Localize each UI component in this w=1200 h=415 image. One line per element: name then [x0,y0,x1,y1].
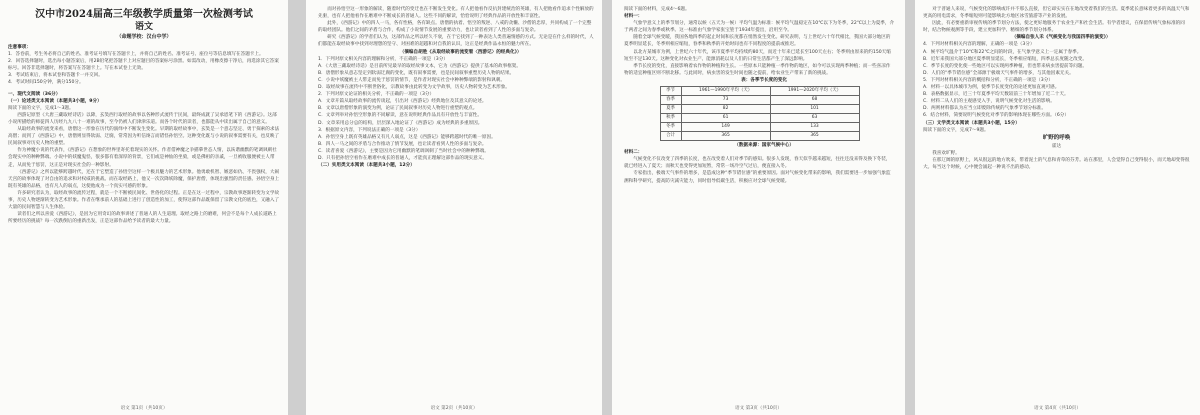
question-line: 5．下列对材料相关内容的概括和分析，不正确的一项是（3分） [923,77,1053,83]
page-footer: 语文 第1页（共10页） [120,405,168,411]
subject-title: 语文 [134,22,153,32]
exam-page-3 [612,0,905,415]
question-option: B．文章以唐僧形象的演变为例，论证了民间叙事对历史人物进行重塑的观点。 [318,106,478,112]
season-length-table [660,86,860,141]
essay-author: 霍达 [1051,143,1062,149]
table-cell: 秋季 [660,114,681,123]
material-label: 材料一： [624,14,643,20]
reading-intro: 阅读下面的文字，完成1～3题。 [8,105,74,111]
page-4-content [923,6,1190,403]
page-footer: 语文 第2页（共10页） [430,405,478,411]
table-cell: 82 [681,105,770,114]
passage-paragraph: 季节长度的变化，直接影响着农作物的种植和生长。一些原本只能种植一季作物的地区，如今可以实现两季种植；而一些喜凉作物的适宜种植区则不断北移。与此同时，病虫害的发生时间也随之提前，给农业生产带来了新的挑战。 [624,63,891,76]
material-label: 材料二： [624,150,643,156]
page-2-content [318,6,594,403]
question-option: D．人们的“季节错位感”全部源于极端天气事件的增多，与其他因素无关。 [923,70,1074,76]
subsection-heading: （一）论述类文本阅读（本题共3小题，9分） [8,98,102,104]
question-option: A．《大唐三藏取经诗话》是目前所见最早的取经故事文本，它为《西游记》提供了基本的故事框架。 [318,63,521,69]
passage-paragraph: 随着全球气候变暖，我国各地四季的起止时间和长度都在悄然发生变化。研究表明，与上世纪六十年代相比，我国大部分地区的夏季明显延长，冬季则相应缩短，春季和秋季的开始时间也有不同程度的提前或推迟。 [624,35,891,48]
essay-title: 旷野的呼唤 [1042,134,1071,141]
table-row [660,96,859,105]
question-option: B．近年来我国大部分地区夏季明显延长，冬季相应缩短，四季总长度随之改变。 [923,56,1087,62]
table-cell: 合计 [660,132,681,141]
section-heading: 一、现代文阅读（36分） [8,91,61,97]
question-option: A．材料一以具体城市为例，使季节长度变化的论述更加直观可感。 [923,85,1060,91]
question-option: D．取经故事在流传中不断世俗化，宗教故事由此转变为文学故事，历史人物转变为艺术形象。 [318,85,510,91]
passage-paragraph: 西游记原型《大唐三藏取经诗话》以降，玄奘西行取经的故事以各种形式流传于民间，最终成就了吴承恩笔下的《西游记》。这部小说所描绘的师徒四人历经九九八十一难的故事，至今仍被人们津津乐道。而各个时代的读者，也都能从中读出属于自己的意义。 [8,112,277,125]
table-cell: 68 [770,96,859,105]
note-item: 3．考试结束后，将本试卷和答题卡一并交回。 [8,73,103,79]
passage-paragraph: 《西游记》之所以能够跨越时代，还在于它塑造了孙悟空这样一个极具魅力的艺术形象。他勇敢机智、嫉恶如仇、不畏强权，大闹天宫的故事体现了对自由的追求和对权威的挑战。而在取经路上，他又一次次降妖除魔，保护唐僧，体现出强烈的责任感。孙悟空身上既有英雄的品格，也有凡人的弱点，这使他成为一个真实可感的形象。 [8,169,280,189]
table-cell: 春季 [660,96,681,105]
note-item: 2．回答选择题时，选出每小题答案后，用2B铅笔把答题卡上对应题目的答案标号涂黑。如需改动，用橡皮擦干净后，再选涂其它答案标号。回答非选择题时，将答案写在答题卡上。写在本试卷上无效。 [8,59,279,72]
question-line: 3．根据原文内容，下列说法正确的一项是（3分） [318,127,421,133]
question-option: C．季节长度的变化使一些地区可以实现两季种植，但也带来病虫害提前等问题。 [923,63,1087,69]
question-option: A．孙悟空身上既有英雄品格又有凡人弱点，这是《西游记》能够跨越时代的唯一原因。 [318,134,496,140]
question-option: C．文章列举对孙悟空形象的不同解读，意在说明经典作品具有开放性与丰富性。 [318,113,482,119]
question-option: C．小说中妖魔被主人带走而免于惩罚的情节，是作者对现实社会中种种弊端的影射和讽刺。 [318,77,505,83]
passage-paragraph: 气候变化不仅改变了四季的长度，也在改变着人们对季节的感知。很多人发现，春天似乎越来越短，往往还没来得及换下冬装，就已经进入了夏天；而秋天也变得更加短暂，常常一场冷空气过后，便直接入冬。 [624,157,891,170]
passage-paragraph: 此外，《西游记》中的四人一马，各有性格，各有缺点。唐僧的执着、悟空的叛逆、八戒的贪懒、沙僧的忠厚，共同构成了一个完整的取经团队。他们之间的矛盾与合作，构成了小说情节发展的重要动力，也让读者看到了人性的多面与复杂。 [318,21,592,34]
question-option: C．材料二从人们的主观感受入手，说明气候变化对生活的影响。 [923,99,1055,105]
page-footer: 语文 第4页（共10页） [1034,405,1081,411]
question-option: D．两则材料都认为应当立即废除传统的气象季节划分标准。 [923,106,1046,112]
question-option: A．文章开篇从取经故事的流传谈起，引出对《西游记》经典地位及其意义的论述。 [318,99,487,105]
passage-paragraph: 专家指出，极端天气事件的增多，是造成这种“季节错位感”的重要原因。面对气候变化带来的影响，我们需要进一步加强气象监测和科学研究，提高防灾减灾能力，同时倡导低碳生活，积极应对全球气候变暖。 [624,171,891,184]
table-row [660,105,859,114]
table-header-cell: 1961—1990年平均（天） [681,87,770,96]
page-footer: 语文 第3页（共10页） [735,405,782,411]
table-cell: 夏季 [660,105,681,114]
question-option: B．四人一马之间的矛盾与合作推动了情节发展，也让读者看到人性的多面与复杂。 [318,141,487,147]
exam-title: 汉中市2024届高三年级教学质量第一次检测考试 [35,9,253,20]
question-line: 2．下列对原文论证的相关分析，不正确的一项是（3分） [318,92,435,98]
table-source: （数据来源：国家气候中心） [734,143,794,149]
passage-paragraph: 读者们之所以喜爱《西游记》，是因为它用奇幻的故事讲述了普通人的人生道理。取经之路上的磨难，何尝不是每个人成长道路上所要经历的挑战？每一次跌倒后的重新出发，正是这部作品给予读者的最大力量。 [8,212,277,225]
passage-paragraph: 气象学意义上的季节划分，通常以候（五天为一候）平均气温为标准：候平均气温稳定在10℃以下为冬季，22℃以上为夏季，介于两者之间为春季或秋季。这一标准由气象学家张宝堃于1934年提出，沿用至今。 [624,21,895,34]
passage-paragraph: 作为神魔小说的代表作，《西游记》在想象的世界里寄托着现实的关怀。作者借神魔之争描摹世态人情，以诙谐幽默的笔调讽刺社会现实中的种种弊端。小说中的妖魔鬼怪，很多都有着深厚的背景，它们或是神仙的坐骑，或是佛祖的亲戚，一旦被收服便被主人带走，从而免于惩罚，这正是对现实社会的一种影射。 [8,148,277,168]
table-cell: 365 [770,132,859,141]
essay-paragraph: 在那辽阔的原野上，风从很远的地方吹来，带着泥土的气息和青草的芬芳。站在那里，人会觉得自己变得很小，而天地却变得很大。每当这个时候，心中便会涌起一种说不出的感动。 [923,157,1190,170]
passage-paragraph: 而对孙悟空这一形象的解读，随着时代的变迁也在不断发生变化。有人把他看作反抗封建统治的英雄，有人把他看作追求个性解放的先驱，也有人把他看作在磨难中不断成长的普通人。这些不同的解读，恰恰说明了经典作品的开放性和丰富性。 [318,7,594,20]
table-cell: 冬季 [660,123,681,132]
exam-page-4 [915,0,1200,415]
table-row [660,132,859,141]
question-option: D．只有把孙悟空看作在磨难中成长的普通人，才能真正理解这部作品的现实意义。 [318,155,487,161]
table-cell: 63 [770,114,859,123]
exam-page-2 [306,0,602,415]
question-line: 4．下列对材料相关内容的理解，正确的一项是（3分） [923,42,1035,48]
notes-heading: 注意事项： [8,45,31,50]
note-item: 1．答卷前，考生务必将自己的姓名、准考证号填写在答题卡上，并将自己的姓名、准考证号、座位号等信息填写在答题卡上。 [8,52,264,58]
table-caption: 表：各季节长度的变化 [741,77,788,83]
page-1-content [8,6,280,403]
table-cell: 73 [681,96,770,105]
passage-source: （摘编自胡胜《从取经故事的流变看〈西游记〉的经典化》） [399,49,522,55]
notes-section [8,44,280,87]
table-cell: 101 [770,105,859,114]
passage-paragraph: 从取经故事的流变来看，唐僧这一形象在历代的演绎中不断发生变化。早期的取经故事中，玄奘是一个意志坚定、勇于探索的求法高僧；而到了《西游记》中，唐僧则显得软弱、迂腐，常常因为听信谗言而错怪孙悟空。这种变化既与小说的叙事需要有关，也反映了民间叙事对历史人物的重塑。 [8,127,280,147]
question-option: B．表格数据显示，近三十年夏季平均天数较前三十年增加了近二十天。 [923,92,1069,98]
essay-paragraph: 我喜欢旷野。 [932,150,960,156]
table-cell: 61 [681,114,770,123]
table-header-cell: 季节 [660,87,681,96]
passage-paragraph: 以北方某城市为例，上世纪六十年代，该市夏季平均持续约80天，而近十年来已延长至100天左右；冬季则由原来的约150天缩短至不足130天。这种变化对农业生产、能源消耗以及人们的日常生活都产生了深远影响。 [624,49,891,62]
question-option: D．文章采用总分总的结构，层层深入地论证了《西游记》成为经典的多重原因。 [318,120,483,126]
question-option: C．读者喜爱《西游记》，主要是因为它用幽默的笔调讽刺了当时社会中的种种弊端。 [318,148,489,154]
passage-paragraph: 对于普通人来说，气候变化的影响或许并不那么直接，但它却实实在在地改变着我们的生活。夏季延长意味着更多的高温天气和更高的用电需求，冬季缩短则可能影响北方地区冰雪旅游等产业的发展。 [923,7,1190,20]
question-option: B．唐僧形象从意志坚定到软弱迂腐的变化，既有叙事需要，也是民间叙事重塑历史人物的结果。 [318,70,515,76]
table-header-cell: 1991—2020年平均（天） [770,87,859,96]
question-line: 1．下列对原文相关内容的理解和分析，不正确的一项是（3分） [318,56,448,62]
table-row [660,123,859,132]
table-cell: 149 [681,123,770,132]
school-label: （命题学校：汉台中学） [116,34,172,40]
question-line: 6．结合材料，简要说明气候变化对季节的影响体现在哪些方面。（6分） [923,113,1069,119]
passage-source: （摘编自张人禾《气候变化与我国四季的演变》） [1011,35,1111,41]
page-3-content [624,6,895,403]
exam-page-1 [0,0,288,415]
passage-paragraph: 许多研究者认为，取经故事的流传过程，就是一个不断被民间化、世俗化的过程。正是在这一过程中，宗教故事逐渐转变为文学故事，历史人物逐渐转变为艺术形象。作者在继承前人的基础上进行了创造性的加工，使得这部作品既保留了宗教文化的底色，又融入了大量的民间智慧与人生体验。 [8,190,280,211]
question-option: A．候平均气温介于10℃和22℃之间的时段，在气象学意义上一定属于春季。 [923,49,1082,55]
passage-paragraph: 因此，有必要重新审视传统的季节划分方法，使之更好地服务于农业生产和社会生活。有学者建议，在保留传统气象标准的同时，结合物候观测等手段，建立更加科学、精细的季节划分体系。 [923,21,1185,34]
subsection-heading: （三）文学类文本阅读（本题共3小题，15分） [923,120,1020,126]
passage-paragraph: 研究《西游记》的学者们认为，这部作品之所以经久不衰，在于它找到了一种表达人类普遍情感的方式。无论是在什么样的时代，人们都能在取经故事中找到对理想的坚守、对困难的超越和对自我的认识，这正是经典作品永恒的魅力所在。 [318,35,594,48]
subsection-heading: （二）实用类文本阅读（本题共3小题，12分） [318,163,415,169]
table-cell: 133 [770,123,859,132]
table-header-row [660,87,859,96]
reading-intro: 阅读下面的材料，完成4～6题。 [624,7,690,12]
note-item: 4．考试时间150分钟，满分150分。 [8,80,84,86]
table-cell: 365 [681,132,770,141]
table-row [660,114,859,123]
reading-intro: 阅读下面的文字，完成7～9题。 [923,127,989,133]
